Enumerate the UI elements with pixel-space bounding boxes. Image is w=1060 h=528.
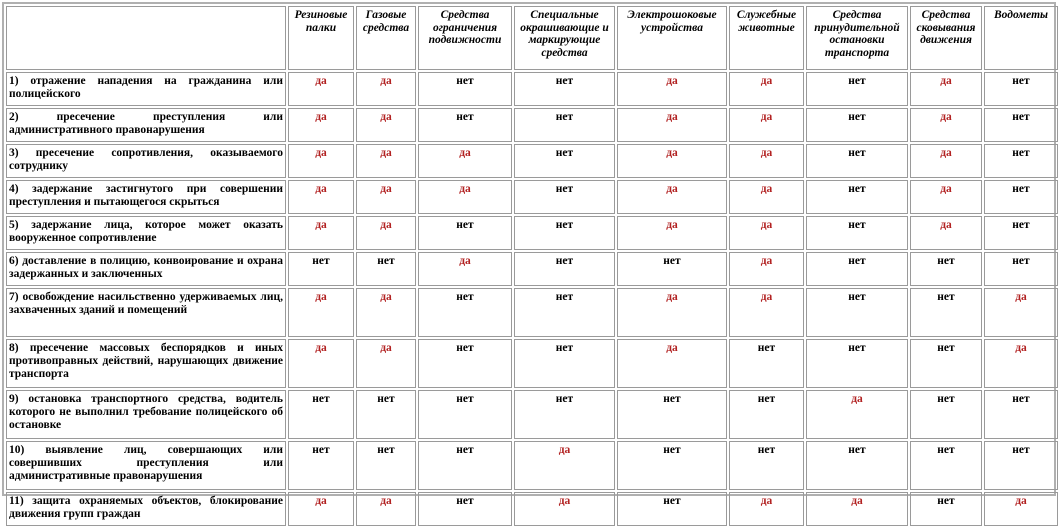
table-cell: нет: [984, 441, 1058, 490]
table-cell: нет: [910, 339, 982, 388]
table-cell: нет: [418, 216, 512, 250]
table-cell: нет: [356, 390, 416, 439]
col-header: Служебные животные: [729, 6, 804, 70]
table-cell: да: [729, 252, 804, 286]
table-cell: да: [806, 492, 908, 526]
table-cell: нет: [418, 339, 512, 388]
table-cell: нет: [729, 390, 804, 439]
table-cell: нет: [984, 144, 1058, 178]
table-cell: нет: [910, 288, 982, 337]
row-label: 6) доставление в полицию, конвоирование и охрана задержанных и заключенных: [6, 252, 286, 286]
table-cell: да: [910, 144, 982, 178]
table-cell: нет: [984, 108, 1058, 142]
table-cell: нет: [288, 441, 354, 490]
table-cell: да: [984, 339, 1058, 388]
table-cell: да: [617, 216, 727, 250]
table-cell: да: [910, 72, 982, 106]
table-cell: нет: [806, 180, 908, 214]
table-cell: нет: [806, 144, 908, 178]
table-cell: да: [418, 144, 512, 178]
table-cell: нет: [514, 252, 615, 286]
table-cell: нет: [806, 72, 908, 106]
table-cell: да: [729, 72, 804, 106]
row-label: 1) отражение нападения на гражданина или полицейского: [6, 72, 286, 106]
table-cell: да: [288, 108, 354, 142]
table-cell: нет: [514, 108, 615, 142]
table-cell: нет: [806, 216, 908, 250]
table-row: [6, 144, 1058, 178]
table-row: [6, 180, 1058, 214]
table-cell: нет: [288, 252, 354, 286]
table-row: [6, 252, 1058, 286]
table-cell: нет: [356, 252, 416, 286]
table-row: [6, 390, 1058, 439]
table-cell: да: [356, 144, 416, 178]
table-cell: да: [617, 72, 727, 106]
table-cell: нет: [806, 441, 908, 490]
table-cell: да: [514, 441, 615, 490]
table-cell: нет: [514, 288, 615, 337]
table-cell: нет: [984, 252, 1058, 286]
table-cell: нет: [806, 339, 908, 388]
table-cell: да: [910, 108, 982, 142]
col-header: Средства сковывания движения: [910, 6, 982, 70]
table-cell: да: [617, 339, 727, 388]
table-cell: да: [984, 492, 1058, 526]
row-label: 7) освобождение насильственно удерживаемых лиц, захваченных зданий и помещений: [6, 288, 286, 337]
table-cell: да: [288, 339, 354, 388]
table-cell: нет: [984, 216, 1058, 250]
table-cell: нет: [806, 288, 908, 337]
table-cell: нет: [288, 390, 354, 439]
table-cell: да: [356, 216, 416, 250]
row-label: 5) задержание лица, которое может оказать вооруженное сопротивление: [6, 216, 286, 250]
table-cell: да: [288, 180, 354, 214]
table-row: [6, 441, 1058, 490]
table-cell: нет: [514, 144, 615, 178]
col-header: Резиновые палки: [288, 6, 354, 70]
col-header: Электрошоковые устройства: [617, 6, 727, 70]
table-cell: да: [356, 288, 416, 337]
table-cell: да: [288, 216, 354, 250]
table-cell: да: [729, 288, 804, 337]
table-cell: да: [356, 180, 416, 214]
table-cell: да: [617, 108, 727, 142]
table-cell: да: [514, 492, 615, 526]
table-cell: нет: [984, 390, 1058, 439]
table-cell: нет: [729, 441, 804, 490]
table-cell: нет: [418, 441, 512, 490]
header-row: [6, 6, 1058, 70]
row-label: 11) защита охраняемых объектов, блокирование движения групп граждан: [6, 492, 286, 526]
col-header: Газовые средства: [356, 6, 416, 70]
col-header: Водометы: [984, 6, 1058, 70]
table-cell: нет: [418, 492, 512, 526]
table-cell: нет: [418, 390, 512, 439]
table-cell: да: [617, 180, 727, 214]
table-row: [6, 72, 1058, 106]
table-cell: нет: [356, 441, 416, 490]
table-cell: нет: [514, 180, 615, 214]
table-cell: нет: [806, 108, 908, 142]
table-cell: нет: [418, 288, 512, 337]
table-cell: нет: [984, 72, 1058, 106]
table-cell: да: [288, 144, 354, 178]
table-cell: нет: [514, 390, 615, 439]
header-corner: [6, 6, 286, 70]
row-label: 9) остановка транспортного средства, водитель которого не выполнил требование полицейского об остановке: [6, 390, 286, 439]
table-cell: да: [729, 216, 804, 250]
table-cell: нет: [910, 441, 982, 490]
table-cell: нет: [729, 339, 804, 388]
table-cell: нет: [617, 252, 727, 286]
table-cell: да: [617, 144, 727, 178]
table-cell: да: [418, 180, 512, 214]
special-means-table: [4, 4, 1060, 528]
table-cell: нет: [418, 72, 512, 106]
table-cell: да: [288, 492, 354, 526]
table-cell: да: [356, 72, 416, 106]
table-cell: нет: [910, 492, 982, 526]
table-row: [6, 492, 1058, 526]
table-cell: нет: [617, 390, 727, 439]
table-cell: нет: [418, 108, 512, 142]
table-cell: да: [356, 492, 416, 526]
table-cell: нет: [910, 390, 982, 439]
table-cell: да: [729, 180, 804, 214]
table-row: [6, 108, 1058, 142]
table-cell: да: [729, 108, 804, 142]
row-label: 3) пресечение сопротивления, оказываемого сотруднику: [6, 144, 286, 178]
row-label: 2) пресечение преступления или административного правонарушения: [6, 108, 286, 142]
table-row: [6, 339, 1058, 388]
table-cell: да: [806, 390, 908, 439]
col-header: Специальные окрашивающие и маркирующие средства: [514, 6, 615, 70]
table-cell: да: [910, 216, 982, 250]
table-cell: да: [729, 492, 804, 526]
table-row: [6, 216, 1058, 250]
table-row: [6, 288, 1058, 337]
table-cell: нет: [514, 339, 615, 388]
table-cell: да: [356, 108, 416, 142]
table-cell: да: [418, 252, 512, 286]
table-cell: да: [288, 72, 354, 106]
table-cell: нет: [806, 252, 908, 286]
table-cell: нет: [514, 216, 615, 250]
table-cell: нет: [984, 180, 1058, 214]
table-cell: да: [617, 288, 727, 337]
table-cell: нет: [617, 492, 727, 526]
table-cell: да: [910, 180, 982, 214]
table-cell: нет: [617, 441, 727, 490]
row-label: 10) выявление лиц, совершающих или совершивших преступления или административные правонарушения: [6, 441, 286, 490]
table-cell: нет: [910, 252, 982, 286]
table-cell: да: [729, 144, 804, 178]
table-cell: да: [288, 288, 354, 337]
col-header: Средства ограничения подвижности: [418, 6, 512, 70]
col-header: Средства принудительной остановки транспорта: [806, 6, 908, 70]
row-label: 8) пресечение массовых беспорядков и иных противоправных действий, нарушающих движение транспорта: [6, 339, 286, 388]
table-cell: нет: [514, 72, 615, 106]
table-cell: да: [356, 339, 416, 388]
table-cell: да: [984, 288, 1058, 337]
row-label: 4) задержание застигнутого при совершении преступления и пытающегося скрыться: [6, 180, 286, 214]
